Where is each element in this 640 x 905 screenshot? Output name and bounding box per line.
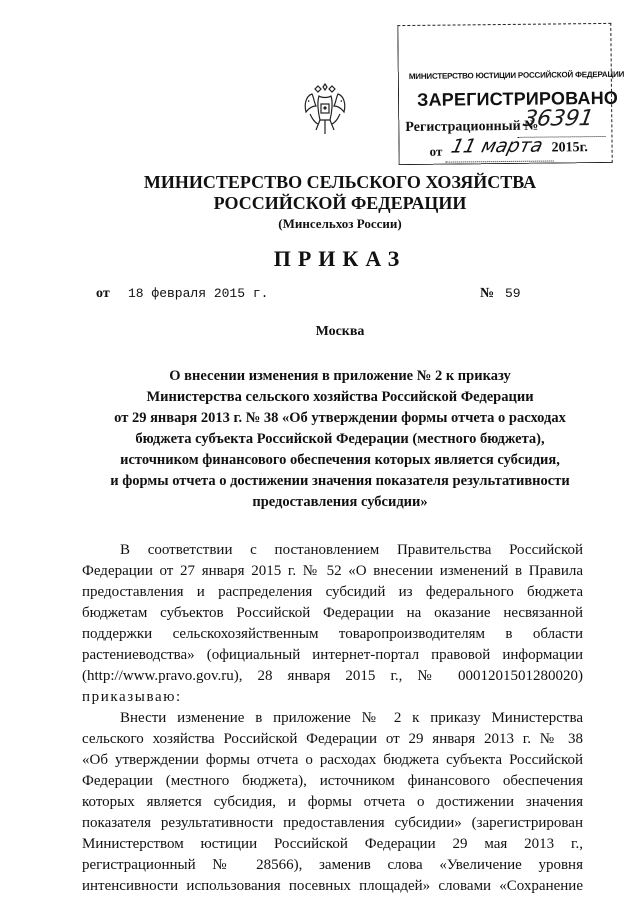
stamp-date-handwritten: 11 марта bbox=[448, 134, 546, 158]
ministry-name-line2: РОССИЙСКОЙ ФЕДЕРАЦИИ bbox=[213, 193, 467, 213]
stamp-year: 2015г. bbox=[551, 140, 588, 156]
body-line: Федерации (местного бюджета), источником финансового обеспечения bbox=[82, 773, 583, 789]
body-line: В соответствии с постановлением Правительства Российской bbox=[120, 542, 583, 558]
body-line: показателя результативности предоставления субсидии» (зарегистрирован bbox=[82, 815, 583, 831]
order-number: 59 bbox=[505, 286, 521, 301]
body-line: интенсивности использования посевных площадей» словами «Сохранение bbox=[82, 878, 583, 894]
stamp-reg-label: Регистрационный № bbox=[405, 118, 539, 136]
stamp-date-prefix: от bbox=[429, 143, 443, 159]
body-line: поддержки сельскохозяйственным товаропроизводителям в области bbox=[82, 626, 583, 642]
ministry-name-line1: МИНИСТЕРСТВО СЕЛЬСКОГО ХОЗЯЙСТВА bbox=[143, 172, 537, 192]
title-line: предоставления субсидии» bbox=[252, 494, 428, 510]
stamp-date-underline bbox=[446, 160, 554, 162]
title-line: и формы отчета о достижении значения показателя результативности bbox=[110, 473, 570, 489]
registration-stamp bbox=[397, 23, 625, 165]
ministry-short-name: (Минсельхоз России) bbox=[278, 216, 402, 231]
body-line: Федерации от 27 января 2015 г. № 52 «О внесении изменений в Правила bbox=[82, 563, 583, 579]
stamp-reg-number: 36391 bbox=[521, 106, 596, 132]
body-line: «Об утверждении формы отчета о расходах бюджета субъекта Российской bbox=[82, 752, 583, 768]
title-line: Министерства сельского хозяйства Российской Федерации bbox=[146, 389, 534, 405]
city: Москва bbox=[315, 324, 365, 339]
date-prefix: от bbox=[96, 286, 110, 301]
body-line: Министерством юстиции Российской Федерации 29 мая 2013 г., bbox=[82, 836, 583, 852]
title-line: от 29 января 2013 г. № 38 «Об утверждении формы отчета о расходах bbox=[114, 410, 566, 426]
body-line: бюджетам субъектов Российской Федерации на оказание несвязанной bbox=[82, 605, 583, 621]
body-line: которых является субсидия, и формы отчета о достижении значения bbox=[82, 794, 583, 810]
body-line: сельского хозяйства Российской Федерации от 29 января 2013 г. № 38 bbox=[82, 731, 583, 747]
body-line: приказываю: bbox=[82, 689, 182, 705]
title-line: источником финансового обеспечения которых является субсидия, bbox=[120, 452, 560, 468]
title-line: бюджета субъекта Российской Федерации (местного бюджета), bbox=[135, 431, 545, 447]
coat-of-arms-icon bbox=[302, 82, 348, 138]
stamp-ministry-name: МИНИСТЕРСТВО ЮСТИЦИИ РОССИЙСКОЙ ФЕДЕРАЦИИ bbox=[408, 69, 625, 82]
stamp-status: ЗАРЕГИСТРИРОВАНО bbox=[416, 87, 619, 110]
body-line: Внести изменение в приложение № 2 к приказу Министерства bbox=[120, 710, 583, 726]
body-line: (http://www.pravo.gov.ru), 28 января 2015 г., № 0001201501280020) bbox=[82, 668, 583, 684]
body-line: предоставления и распределения субсидий из федерального бюджета bbox=[82, 584, 583, 600]
body-line: регистрационный № 28566), заменив слова «Увеличение уровня bbox=[82, 857, 583, 873]
document-type: ПРИКАЗ bbox=[273, 246, 407, 271]
title-line: О внесении изменения в приложение № 2 к приказу bbox=[169, 368, 511, 384]
order-date: 18 февраля 2015 г. bbox=[128, 286, 269, 301]
number-prefix: № bbox=[480, 286, 495, 301]
body-line: растениеводства» (официальный интернет-портал правовой информации bbox=[82, 647, 583, 663]
